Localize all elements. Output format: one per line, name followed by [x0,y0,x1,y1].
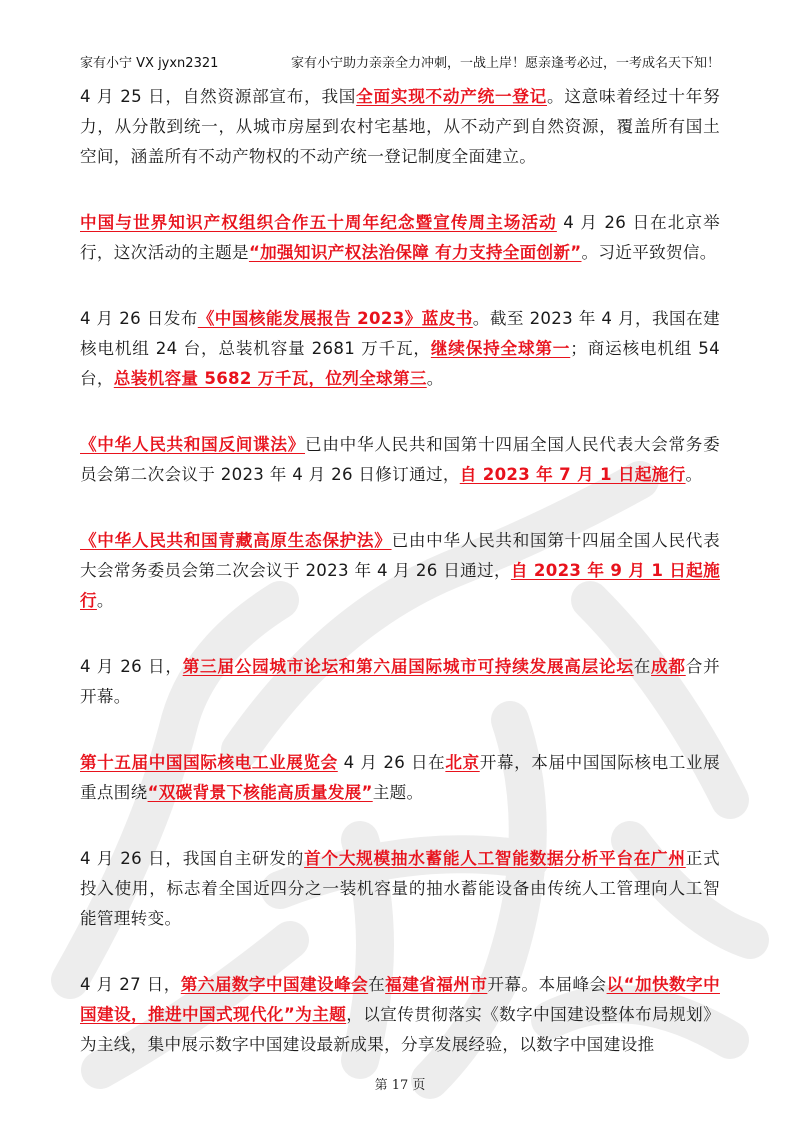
highlight-text: 《中华人民共和国青藏高原生态保护法》 [80,531,392,550]
news-item [80,748,720,808]
highlight-text: 第六届数字中国建设峰会 [180,975,369,994]
body-text: 已由中华人民共和国第十四届全国人民代表大会常务委员会第二次会议于 2023 年 4 月 26 日修订通过， [80,435,720,484]
highlight-text: “双碳背景下核能高质量发展” [147,783,373,802]
body-text: 主题。 [372,783,424,802]
body-text: 。习近平致贺信。 [581,243,717,262]
body-text: 4 月 26 日在 [337,753,446,772]
highlight-text: 北京 [445,753,480,772]
body-text: 在 [368,975,386,994]
highlight-text: 第三届公园城市论坛和第六届国际城市可持续发展高层论坛 [182,657,634,676]
body-text: 开幕，本届中国国际核电工业展重点围绕 [80,753,721,802]
body-text: ，以宣传贯彻落实《数字中国建设整体布局规划》为主线，集中展示数字中国建设最新成果，分享发展经验，以数字中国建设推 [80,1005,720,1054]
body-text: 开幕。本届峰会 [487,975,607,994]
highlight-text: “加强知识产权法治保障 有力支持全面创新” [248,243,582,262]
news-item [80,208,720,268]
news-item [80,82,720,172]
page-header [80,52,720,74]
header-slogan: 家有小宁助力亲亲全力冲刺，一战上岸！愿亲逢考必过，一考成名天下知！ [290,56,720,71]
highlight-text: 全面实现不动产统一登记 [356,87,547,106]
news-item [80,844,720,934]
body-text: 已由中华人民共和国第十四届全国人民代表大会常务委员会第二次会议于 2023 年 4 月 26 日通过， [80,531,721,580]
body-text: 。这意味着经过十年努力，从分散到统一，从城市房屋到农村宅基地，从不动产到自然资源，覆盖所有国土空间，涵盖所有不动产物权的不动产统一登记制度全面建立。 [80,87,720,166]
news-item [80,652,720,712]
highlight-text: 《中国核能发展报告 2023》蓝皮书 [197,309,473,328]
highlight-text: 《中华人民共和国反间谍法》 [80,435,306,454]
body-text: 。 [685,465,703,484]
body-text: 正式投入使用，标志着全国近四分之一装机容量的抽水蓄能设备由传统人工管理向人工智能管理转变。 [80,849,720,928]
body-text: 在 [633,657,652,676]
body-text: 。 [96,591,114,610]
body-text: 。截至 2023 年 4 月，我国在建核电机组 24 台，总装机容量 2681 万千瓦， [80,309,720,358]
highlight-text: 继续保持全球第一 [430,339,571,358]
news-item [80,970,720,1060]
highlight-text: 成都 [651,657,686,676]
highlight-text: 总装机容量 5682 万千瓦，位列全球第三 [113,369,427,388]
highlight-text: 中国与世界知识产权组织合作五十周年纪念暨宣传周主场活动 [80,213,557,232]
body-text: 。 [426,369,444,388]
header-contact: 家有小宁 VX jyxn2321 [80,56,219,71]
news-list [80,82,720,1096]
body-text: 4 月 26 日， [80,657,183,676]
body-text: 4 月 27 日， [80,975,181,994]
highlight-text: 自 2023 年 7 月 1 日起施行 [459,465,686,484]
highlight-text: 自 2023 年 9 月 1 日起施行 [80,561,720,610]
body-text: ；商运核电机组 54 台， [80,339,720,388]
body-text: 4 月 25 日，自然资源部宣布，我国 [80,87,357,106]
news-item [80,526,720,616]
body-text: 合并开幕。 [80,657,720,706]
highlight-text: 第十五届中国国际核电工业展览会 [80,753,338,772]
page-number: 第 17 页 [374,1078,426,1093]
highlight-text: 福建省福州市 [385,975,488,994]
body-text: 4 月 26 日，我国自主研发的 [80,849,305,868]
highlight-text: 首个大规模抽水蓄能人工智能数据分析平台在广州 [304,849,686,868]
body-text: 4 月 26 日发布 [80,309,198,328]
news-item [80,304,720,394]
highlight-text: 以“加快数字中国建设，推进中国式现代化”为主题 [80,975,720,1024]
news-item [80,430,720,490]
body-text: 4 月 26 日在北京举行，这次活动的主题是 [80,213,720,262]
